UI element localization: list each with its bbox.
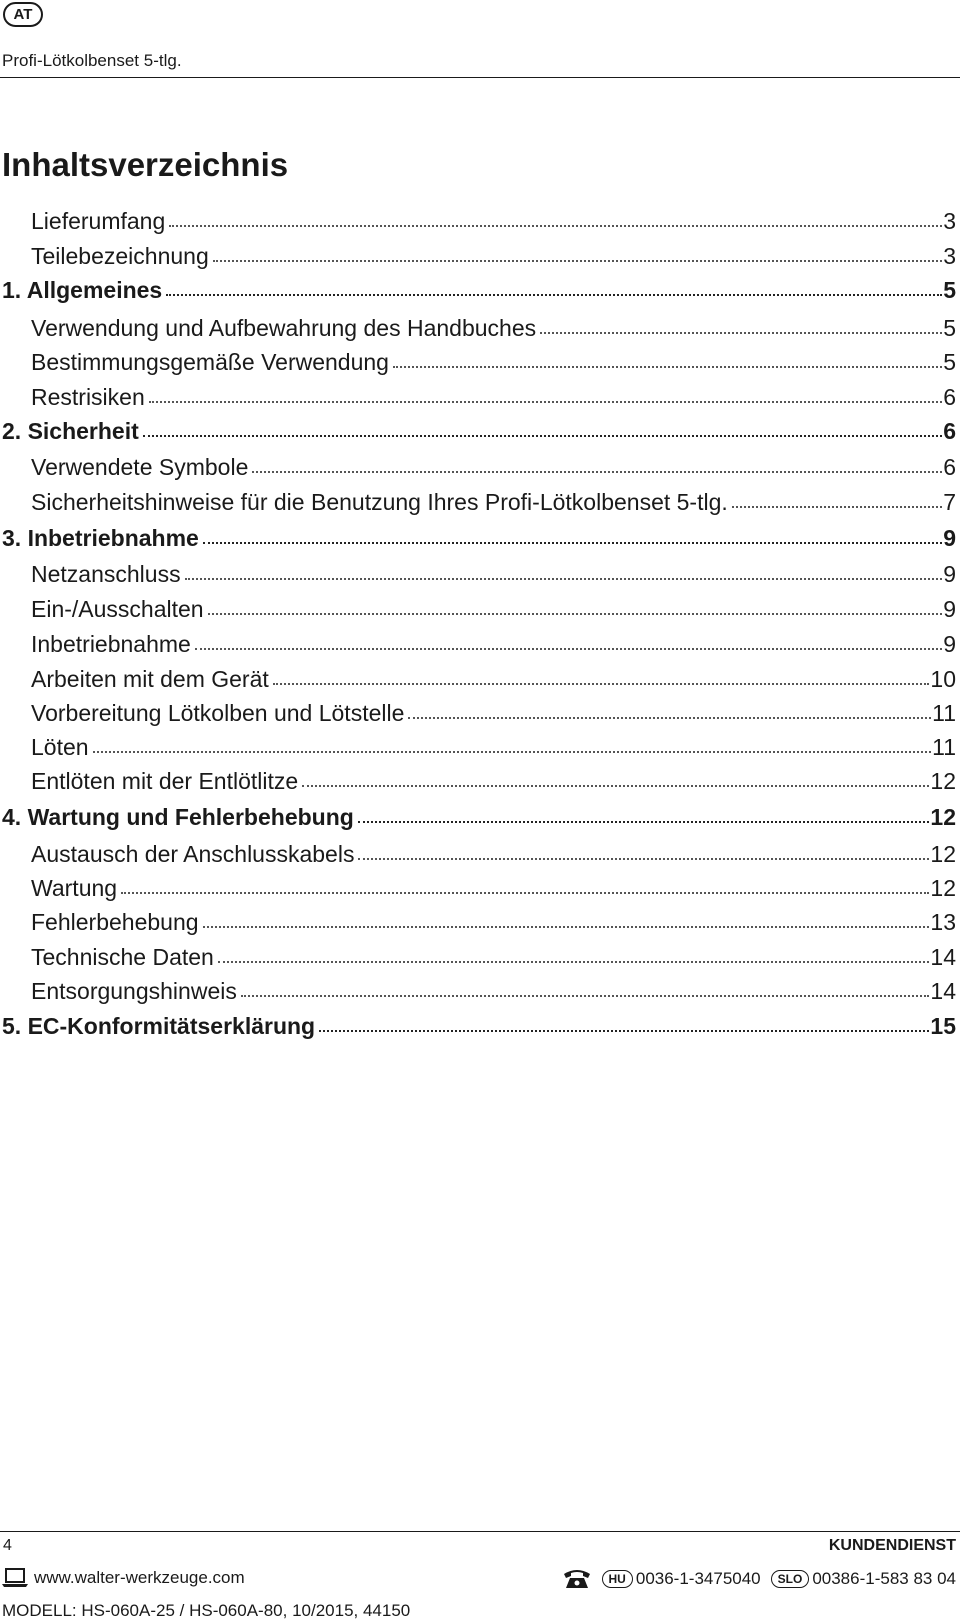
footer-divider xyxy=(0,1531,960,1532)
toc-entry[interactable] xyxy=(31,699,956,727)
toc-entry[interactable] xyxy=(31,242,956,270)
toc-entry[interactable] xyxy=(2,276,956,304)
toc-entry[interactable] xyxy=(2,803,956,831)
header-divider xyxy=(0,77,960,78)
toc-leader-dots xyxy=(93,751,932,753)
toc-entry-label: Lieferumfang xyxy=(31,208,166,234)
toc-entry-label: Restrisiken xyxy=(31,384,145,410)
toc-entry[interactable] xyxy=(31,630,956,658)
toc-entry[interactable] xyxy=(31,488,956,516)
toc-entry[interactable] xyxy=(31,207,956,235)
toc-entry[interactable] xyxy=(2,1012,956,1040)
toc-leader-dots xyxy=(358,821,930,823)
toc-entry-label: Teilebezeichnung xyxy=(31,243,209,269)
toc-entry-page: 9 xyxy=(943,525,956,551)
toc-entry-page: 5 xyxy=(943,315,956,341)
toc-entry-label: Verwendung und Aufbewahrung des Handbuches xyxy=(31,315,537,341)
toc-entry[interactable] xyxy=(2,524,956,552)
toc-entry[interactable] xyxy=(31,560,956,588)
toc-entry-label: Verwendete Symbole xyxy=(31,454,249,480)
service-label: KUNDENDIENST xyxy=(828,1537,956,1554)
toc-leader-dots xyxy=(408,717,931,719)
toc-entry-page: 15 xyxy=(930,1013,956,1039)
toc-entry-label: Löten xyxy=(31,734,89,760)
toc-entry-page: 6 xyxy=(943,418,956,444)
toc-entry-page: 9 xyxy=(943,631,956,657)
toc-leader-dots xyxy=(273,683,930,685)
toc-entry-label: 4. Wartung und Fehlerbehebung xyxy=(2,804,354,830)
toc-leader-dots xyxy=(208,613,943,615)
toc-entry-page: 6 xyxy=(943,454,956,480)
toc-leader-dots xyxy=(121,892,929,894)
toc-leader-dots xyxy=(252,471,942,473)
toc-leader-dots xyxy=(185,578,943,580)
toc-leader-dots xyxy=(195,648,942,650)
toc-leader-dots xyxy=(319,1030,929,1032)
slo-phone: 00386-1-583 83 04 xyxy=(812,1569,956,1588)
toc-entry[interactable] xyxy=(31,733,956,761)
toc-entry[interactable] xyxy=(31,874,956,902)
toc-entry[interactable] xyxy=(31,840,956,868)
toc-entry-label: Arbeiten mit dem Gerät xyxy=(31,666,269,692)
page-number: 4 xyxy=(3,1537,12,1554)
toc-entry[interactable] xyxy=(31,767,956,795)
toc-leader-dots xyxy=(302,785,929,787)
toc-entry-page: 12 xyxy=(930,768,956,794)
website-line xyxy=(2,1568,245,1588)
laptop-icon xyxy=(2,1568,28,1588)
toc-entry[interactable] xyxy=(31,665,956,693)
toc-entry-page: 14 xyxy=(930,978,956,1004)
toc-entry-label: 3. Inbetriebnahme xyxy=(2,525,199,551)
hu-phone: 0036-1-3475040 xyxy=(635,1569,761,1588)
toc-entry-label: Netzanschluss xyxy=(31,561,181,587)
country-badge: AT xyxy=(3,2,43,27)
toc-leader-dots xyxy=(149,401,942,403)
toc-entry-label: Entlöten mit der Entlötlitze xyxy=(31,768,299,794)
toc-entry-page: 7 xyxy=(943,489,956,515)
toc-leader-dots xyxy=(166,294,942,296)
toc-entry[interactable] xyxy=(31,908,956,936)
toc-leader-dots xyxy=(203,542,942,544)
toc-entry[interactable] xyxy=(31,348,956,376)
toc-leader-dots xyxy=(218,961,930,963)
toc-entry-label: Sicherheitshinweise für die Benutzung Ihres Profi-Lötkolbenset 5-tlg. xyxy=(31,489,728,515)
toc-entry-label: Austausch der Anschlusskabels xyxy=(31,841,355,867)
toc-leader-dots xyxy=(393,366,942,368)
toc-entry-page: 11 xyxy=(932,700,956,726)
toc-entry-page: 12 xyxy=(930,875,956,901)
model-line: MODELL: HS-060A-25 / HS-060A-80, 10/2015, 44150 xyxy=(2,1601,411,1620)
toc-entry[interactable] xyxy=(31,943,956,971)
toc-leader-dots xyxy=(169,225,942,227)
toc-entry-label: Technische Daten xyxy=(31,944,214,970)
toc-entry[interactable] xyxy=(31,383,956,411)
toc-entry-page: 3 xyxy=(943,243,956,269)
toc-entry-page: 12 xyxy=(930,841,956,867)
toc-entry-page: 5 xyxy=(943,349,956,375)
toc-leader-dots xyxy=(241,995,930,997)
document-title: Profi-Lötkolbenset 5-tlg. xyxy=(2,51,182,70)
toc-entry-page: 13 xyxy=(930,909,956,935)
toc-entry-label: Entsorgungshinweis xyxy=(31,978,237,1004)
toc-entry-page: 12 xyxy=(930,804,956,830)
toc-entry-page: 14 xyxy=(930,944,956,970)
toc-entry-page: 10 xyxy=(930,666,956,692)
slo-badge: SLO xyxy=(771,1570,810,1588)
toc-leader-dots xyxy=(540,332,942,334)
toc-entry-label: Vorbereitung Lötkolben und Lötstelle xyxy=(31,700,405,726)
toc-entry[interactable] xyxy=(31,595,956,623)
toc-entry-page: 5 xyxy=(943,277,956,303)
toc-title: Inhaltsverzeichnis xyxy=(2,146,289,183)
toc-leader-dots xyxy=(732,506,942,508)
toc-entry[interactable] xyxy=(31,453,956,481)
toc-entry-label: 2. Sicherheit xyxy=(2,418,139,444)
toc-entry[interactable] xyxy=(31,314,956,342)
toc-entry-label: Fehlerbehebung xyxy=(31,909,199,935)
toc-entry-label: Wartung xyxy=(31,875,118,901)
toc-entry-label: Ein-/Ausschalten xyxy=(31,596,204,622)
toc-entry[interactable] xyxy=(2,417,956,445)
hu-badge: HU xyxy=(602,1570,633,1588)
toc-entry-page: 9 xyxy=(943,561,956,587)
toc-entry-label: Bestimmungsgemäße Verwendung xyxy=(31,349,389,375)
toc-entry-label: 5. EC-Konformitätserklärung xyxy=(2,1013,316,1039)
website-link[interactable]: www.walter-werkzeuge.com xyxy=(34,1568,245,1587)
toc-entry[interactable] xyxy=(31,977,956,1005)
phone-line xyxy=(562,1568,956,1590)
toc-entry-page: 11 xyxy=(932,734,956,760)
toc-entry-label: 1. Allgemeines xyxy=(2,277,163,303)
toc-leader-dots xyxy=(213,260,942,262)
toc-entry-page: 3 xyxy=(943,208,956,234)
toc-leader-dots xyxy=(203,926,930,928)
toc-entry-page: 9 xyxy=(943,596,956,622)
telephone-icon xyxy=(562,1568,592,1590)
toc-leader-dots xyxy=(358,858,929,860)
toc-entry-label: Inbetriebnahme xyxy=(31,631,191,657)
toc-leader-dots xyxy=(143,435,942,437)
toc-entry-page: 6 xyxy=(943,384,956,410)
